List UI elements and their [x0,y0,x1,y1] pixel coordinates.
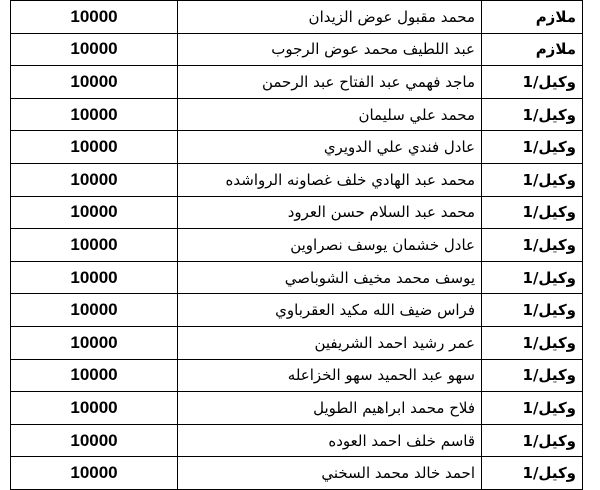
rank-cell: وكيل/1 [482,359,583,392]
table-row [11,457,583,490]
table-row [11,196,583,229]
amount-cell: 10000 [11,229,178,262]
rank-cell: وكيل/1 [482,98,583,131]
table-row [11,359,583,392]
table-row [11,1,583,34]
rank-cell: وكيل/1 [482,66,583,99]
name-cell: سهو عبد الحميد سهو الخزاعله [178,359,482,392]
table-body [11,1,583,490]
table-row [11,424,583,457]
table-row [11,163,583,196]
rank-cell: وكيل/1 [482,457,583,490]
name-cell: محمد علي سليمان [178,98,482,131]
table-row [11,392,583,425]
personnel-table [10,0,583,490]
name-cell: عادل فندي علي الدويري [178,131,482,164]
name-cell: عمر رشيد احمد الشريفين [178,326,482,359]
rank-cell: وكيل/1 [482,229,583,262]
table-row [11,98,583,131]
table-row [11,33,583,66]
name-cell: محمد عبد السلام حسن العرود [178,196,482,229]
amount-cell: 10000 [11,98,178,131]
amount-cell: 10000 [11,33,178,66]
amount-cell: 10000 [11,326,178,359]
amount-cell: 10000 [11,261,178,294]
table-row [11,131,583,164]
table-row [11,294,583,327]
amount-cell: 10000 [11,359,178,392]
name-cell: فراس ضيف الله مكيد العقرباوي [178,294,482,327]
amount-cell: 10000 [11,131,178,164]
rank-cell: وكيل/1 [482,424,583,457]
amount-cell: 10000 [11,66,178,99]
amount-cell: 10000 [11,457,178,490]
name-cell: عبد اللطيف محمد عوض الرجوب [178,33,482,66]
name-cell: فلاح محمد ابراهيم الطويل [178,392,482,425]
rank-cell: وكيل/1 [482,392,583,425]
name-cell: ماجد فهمي عبد الفتاح عبد الرحمن [178,66,482,99]
table-row [11,326,583,359]
name-cell: محمد عبد الهادي خلف غصاونه الرواشده [178,163,482,196]
rank-cell: وكيل/1 [482,294,583,327]
amount-cell: 10000 [11,1,178,34]
rank-cell: وكيل/1 [482,196,583,229]
table-row [11,229,583,262]
rank-cell: ملازم [482,1,583,34]
table-row [11,261,583,294]
name-cell: يوسف محمد مخيف الشوباصي [178,261,482,294]
name-cell: قاسم خلف احمد العوده [178,424,482,457]
amount-cell: 10000 [11,424,178,457]
rank-cell: وكيل/1 [482,131,583,164]
rank-cell: وكيل/1 [482,326,583,359]
table-row [11,66,583,99]
amount-cell: 10000 [11,196,178,229]
amount-cell: 10000 [11,294,178,327]
rank-cell: وكيل/1 [482,261,583,294]
name-cell: احمد خالد محمد السخني [178,457,482,490]
name-cell: عادل خشمان يوسف نصراوين [178,229,482,262]
amount-cell: 10000 [11,392,178,425]
amount-cell: 10000 [11,163,178,196]
rank-cell: ملازم [482,33,583,66]
name-cell: محمد مقبول عوض الزيدان [178,1,482,34]
rank-cell: وكيل/1 [482,163,583,196]
